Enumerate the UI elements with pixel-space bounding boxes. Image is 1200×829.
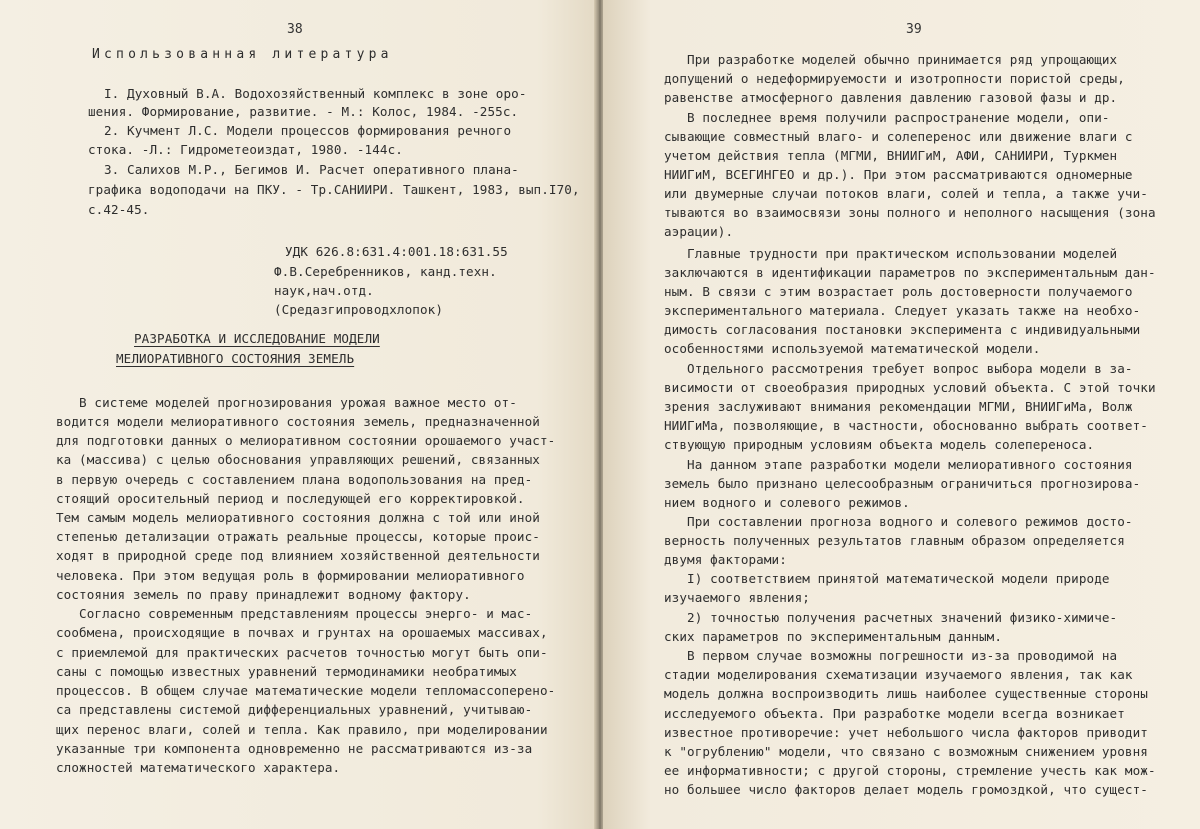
body-line: к "огрублению" модели, что связано с возможным снижением уровня (664, 744, 1148, 759)
body-line: В системе моделей прогнозирования урожая важное место от- (56, 395, 517, 410)
body-line: 2) точностью получения расчетных значений физико-химиче- (664, 610, 1118, 625)
body-line: При разработке моделей обычно принимается ряд упрощающих (664, 52, 1118, 67)
body-line: ходят в природной среде под влиянием хозяйственной деятельности (56, 548, 540, 563)
right-page (603, 0, 1200, 829)
body-line: аэрации). (664, 224, 734, 239)
reference-line: с.42-45. (88, 202, 150, 217)
reference-line: шения. Формирование, развитие. - М.: Колос, 1984. -255с. (88, 104, 519, 119)
body-line: стоящий оросительный период и последующей его корректировкой. (56, 491, 525, 506)
page-number-right: 39 (906, 22, 922, 37)
body-line: зрения заслуживают внимания рекомендации МГМИ, ВНИИГиМа, Волж (664, 399, 1133, 414)
author-name: Ф.В.Серебренников, канд.техн. (274, 264, 497, 279)
body-line: Тем самым модель мелиоративного состояния должна с той или иной (56, 510, 540, 525)
body-line: щих перенос влаги, солей и тепла. Как правило, при моделировании (56, 722, 548, 737)
body-line: или двумерные случаи потоков влаги, солей и тепла, а также учи- (664, 186, 1148, 201)
author-degree: наук,нач.отд. (274, 283, 374, 298)
body-line: са представлены системой дифференциальных уравнений, учитываю- (56, 702, 533, 717)
body-line: ным. В связи с этим возрастает роль достоверности получаемого (664, 284, 1133, 299)
body-line: в первую очередь с составлением плана водопользования на пред- (56, 472, 533, 487)
body-line: заключаются в идентификации параметров по экспериментальным дан- (664, 265, 1156, 280)
body-line: допущений о недеформируемости и изотропности пористой среды, (664, 71, 1125, 86)
body-line: димость согласования постановки эксперимента с индивидуальными (664, 322, 1141, 337)
body-line: ее информативности; с другой стороны, стремление учесть как мож- (664, 763, 1156, 778)
body-line: человека. При этом ведущая роль в формировании мелиоративного (56, 568, 525, 583)
body-line: процессов. В общем случае математические модели тепломассоперено- (56, 683, 556, 698)
body-line: но большее число факторов делает модель громоздкой, что сущест- (664, 782, 1148, 797)
body-line: особенностями используемой математической модели. (664, 341, 1041, 356)
body-line: ка (массива) с целью обоснования управляющих решений, связанных (56, 452, 540, 467)
body-line: нием водного и солевого режимов. (664, 495, 910, 510)
article-title-line: РАЗРАБОТКА И ИССЛЕДОВАНИЕ МОДЕЛИ (134, 331, 380, 346)
body-line: водится модели мелиоративного состояния земель, предназначенной (56, 414, 540, 429)
body-line: изучаемого явления; (664, 590, 810, 605)
body-line: сообмена, происходящие в почвах и грунтах на орошаемых массивах, (56, 625, 548, 640)
body-line: ских параметров по экспериментальным данным. (664, 629, 1003, 644)
reference-line: стока. -Л.: Гидрометеоиздат, 1980. -144с. (88, 142, 403, 157)
body-line: экспериментального материала. Следует указать также на необхо- (664, 303, 1141, 318)
body-line: указанные три компонента одновременно не рассматриваются из-за (56, 741, 533, 756)
body-line: для подготовки данных о мелиоративном состоянии орошаемого участ- (56, 433, 556, 448)
body-line: ствующую природным условиям объекта модель солепереноса. (664, 437, 1095, 452)
reference-line: 3. Салихов М.Р., Бегимов И. Расчет оперативного плана- (104, 162, 519, 177)
body-line: НИИГиМ, ВСЕГИНГЕО и др.). При этом рассматриваются одномерные (664, 167, 1133, 182)
body-line: тываются во взаимосвязи зоны полного и неполного насыщения (зона (664, 205, 1156, 220)
body-line: равенстве атмосферного давления давлению газовой фазы и др. (664, 90, 1118, 105)
body-line: I) соответствием принятой математической модели природе (664, 571, 1110, 586)
body-line: исследуемого объекта. При разработке модели всегда возникает (664, 706, 1125, 721)
body-line: стадии моделирования схематизации изучаемого явления, так как (664, 667, 1133, 682)
author-affiliation: (Средазгипроводхлопок) (274, 302, 444, 317)
reference-line: графика водоподачи на ПКУ. - Тр.САНИИРИ. Ташкент, 1983, вып.I70, (88, 182, 580, 197)
body-line: Согласно современным представлениям процессы энерго- и мас- (56, 606, 533, 621)
body-line: висимости от своеобразия природных условий объекта. С этой точки (664, 380, 1156, 395)
article-title-line: МЕЛИОРАТИВНОГО СОСТОЯНИЯ ЗЕМЕЛЬ (116, 351, 355, 366)
reference-line: 2. Кучмент Л.С. Модели процессов формирования речного (104, 123, 512, 138)
body-line: верность полученных результатов главным образом определяется (664, 533, 1125, 548)
body-line: сложностей математического характера. (56, 760, 341, 775)
reference-line: I. Духовный В.А. Водохозяйственный комплекс в зоне оро- (104, 86, 527, 101)
body-line: НИИГиМа, позволяющие, в частности, обоснованно выбрать соответ- (664, 418, 1148, 433)
body-line: модель должна воспроизводить лишь наиболее существенные стороны (664, 686, 1148, 701)
body-line: саны с помощью известных уравнений термодинамики необратимых (56, 664, 517, 679)
udk-code: УДК 626.8:631.4:001.18:631.55 (285, 244, 508, 259)
body-line: При составлении прогноза водного и солевого режимов досто- (664, 514, 1133, 529)
body-line: степенью детализации отражать реальные процессы, которые проис- (56, 529, 540, 544)
body-line: В последнее время получили распространение модели, опи- (664, 110, 1110, 125)
page-number-left: 38 (287, 22, 303, 37)
body-line: учетом действия тепла (МГМИ, ВНИИГиМ, АФИ, САНИИРИ, Туркмен (664, 148, 1118, 163)
body-line: с приемлемой для практических расчетов точностью могут быть опи- (56, 645, 548, 660)
body-line: Главные трудности при практическом использовании моделей (664, 246, 1118, 261)
body-line: сывающие совместный влаго- и солеперенос или движение влаги с (664, 129, 1133, 144)
body-line: В первом случае возможны погрешности из-за проводимой на (664, 648, 1118, 663)
references-title: Использованная литература (92, 47, 393, 62)
body-line: известное противоречие: учет небольшого числа факторов приводит (664, 725, 1148, 740)
left-page (0, 0, 597, 829)
body-line: земель было признано целесообразным ограничиться прогнозирова- (664, 476, 1141, 491)
body-line: На данном этапе разработки модели мелиоративного состояния (664, 457, 1133, 472)
body-line: состояния земель по праву принадлежит водному фактору. (56, 587, 471, 602)
body-line: двумя факторами: (664, 552, 787, 567)
body-line: Отдельного рассмотрения требует вопрос выбора модели в за- (664, 361, 1133, 376)
